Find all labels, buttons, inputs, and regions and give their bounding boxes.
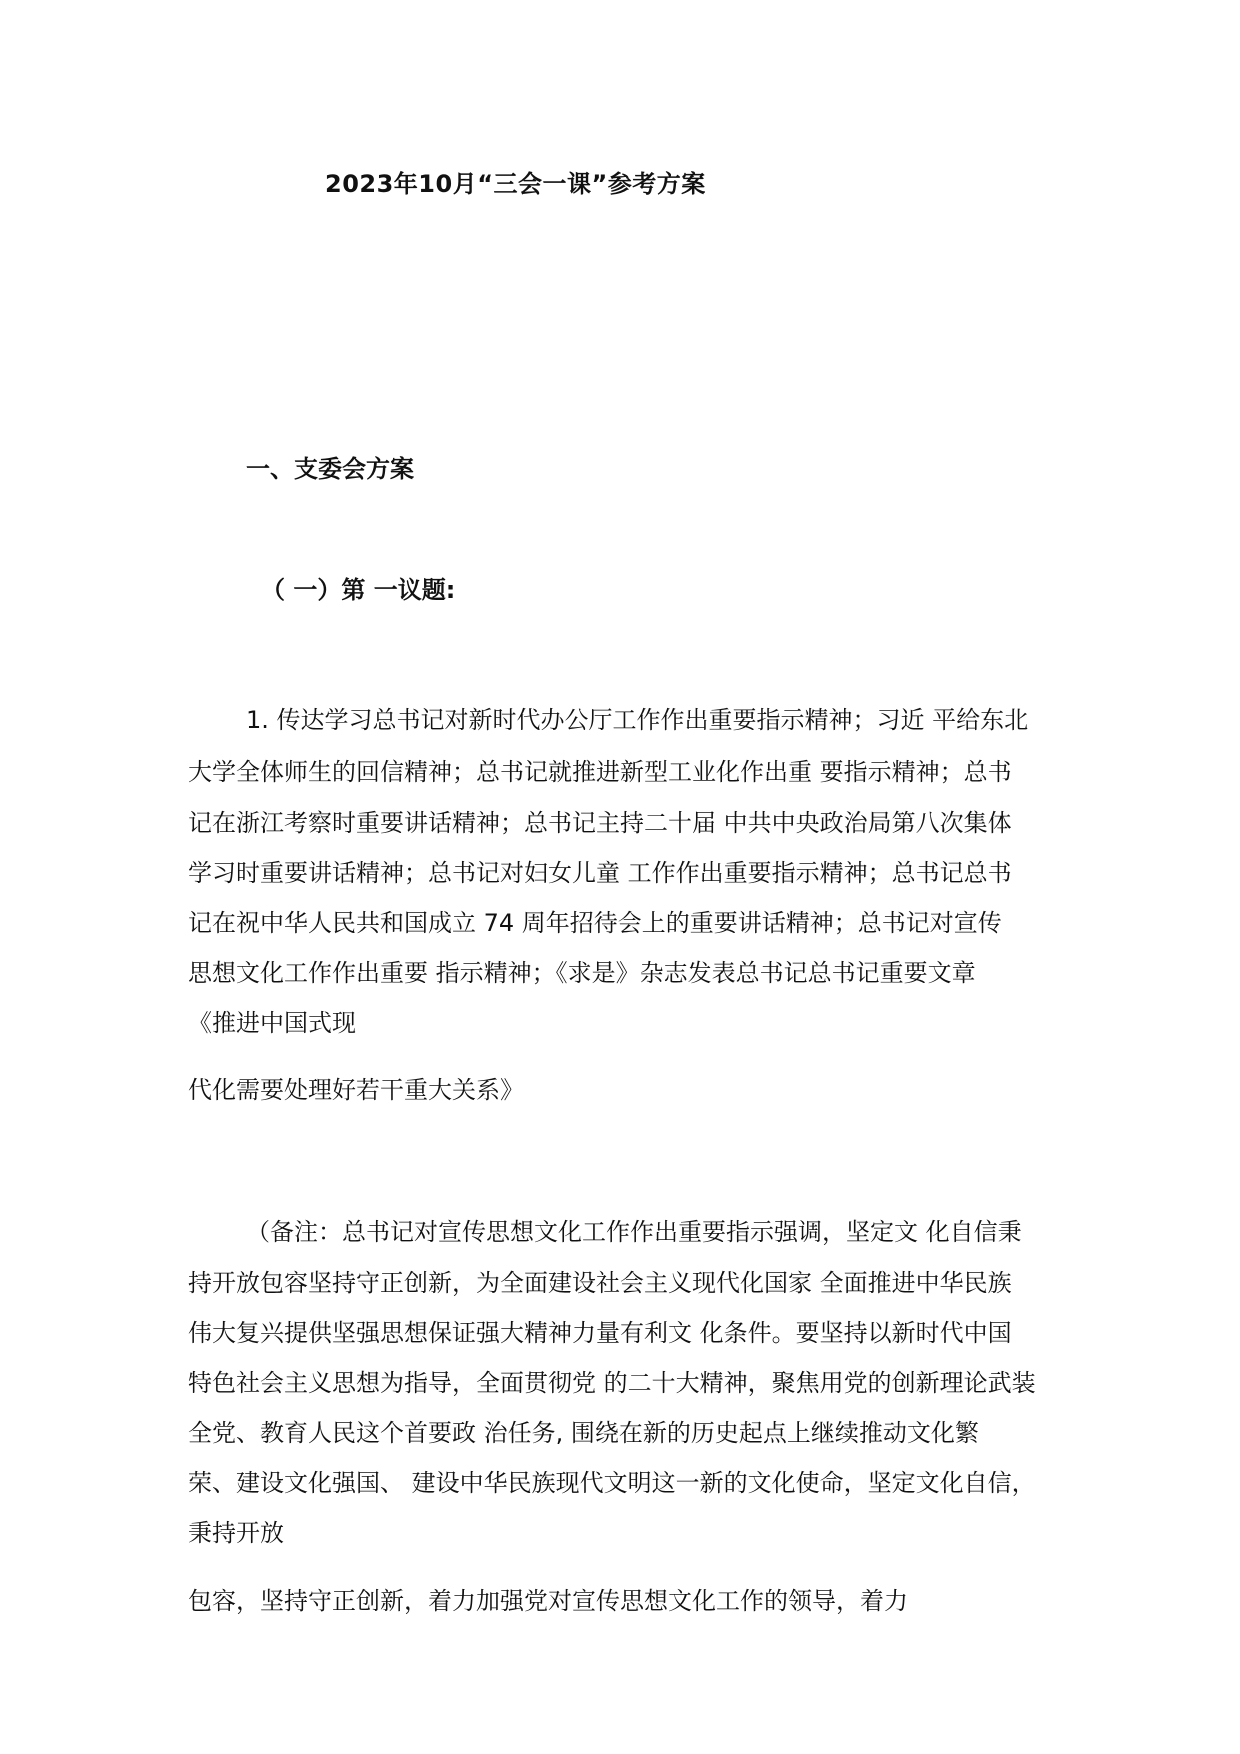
paragraph1-line: 思想文化工作作出重要 指示精神；《求是》杂志发表总书记总书记重要文章 <box>188 959 976 987</box>
paragraph1-line: 记在祝中华人民共和国成立 74 周年招待会上的重要讲话精神；总书记对宣传 <box>188 909 1002 937</box>
paragraph1-line: 1. 传达学习总书记对新时代办公厅工作作出重要指示精神；习近 平给东北 <box>246 706 1029 734</box>
paragraph1-line: 记在浙江考察时重要讲话精神；总书记主持二十届 中共中央政治局第八次集体 <box>188 809 1012 837</box>
paragraph2-line: 荣、建设文化强国、 建设中华民族现代文明这一新的文化使命，坚定文化自信， <box>188 1469 1036 1497</box>
paragraph2-line: 持开放包容坚持守正创新，为全面建设社会主义现代化国家 全面推进中华民族 <box>188 1269 1012 1297</box>
paragraph1-line: 大学全体师生的回信精神；总书记就推进新型工业化作出重 要指示精神；总书 <box>188 758 1012 786</box>
paragraph2-line: 全党、教育人民这个首要政 治任务, 围绕在新的历史起点上继续推动文化繁 <box>188 1419 979 1447</box>
paragraph2-line: 特色社会主义思想为指导，全面贯彻党 的二十大精神，聚焦用党的创新理论武装 <box>188 1369 1036 1397</box>
paragraph2-line: 秉持开放 <box>188 1519 284 1547</box>
paragraph1-line: 代化需要处理好若干重大关系》 <box>188 1076 524 1104</box>
document-title: 2023年10月“三会一课”参考方案 <box>325 170 706 198</box>
paragraph1-line: 《推进中国式现 <box>188 1009 356 1037</box>
paragraph2-line: （备注：总书记对宣传思想文化工作作出重要指示强调，坚定文 化自信秉 <box>246 1218 1022 1246</box>
subsection-heading: （ 一）第 一议题: <box>261 576 456 604</box>
paragraph1-line: 学习时重要讲话精神；总书记对妇女儿童 工作作出重要指示精神；总书记总书 <box>188 859 1012 887</box>
section-heading: 一、支委会方案 <box>246 455 414 483</box>
paragraph2-line: 伟大复兴提供坚强思想保证强大精神力量有利文 化条件。要坚持以新时代中国 <box>188 1319 1012 1347</box>
paragraph2-line: 包容，坚持守正创新，着力加强党对宣传思想文化工作的领导，着力 <box>188 1587 908 1615</box>
